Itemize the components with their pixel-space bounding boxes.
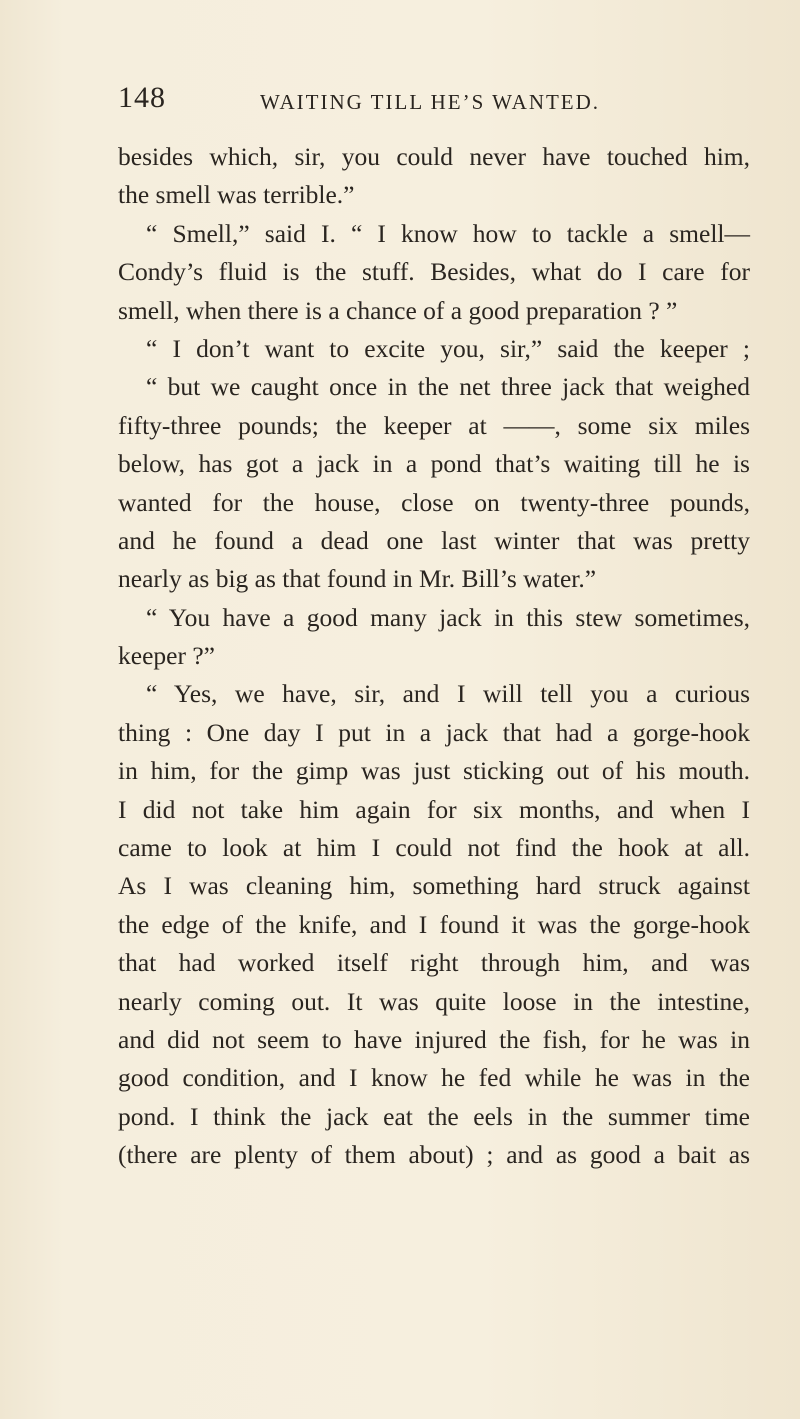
page-header [118,78,738,118]
text-line: wanted for the house, close on twenty-three pounds, [118,487,750,517]
text-line: “ but we caught once in the net three jack that weighed [146,372,750,402]
text-line: keeper ?” [118,641,215,671]
text-line: the smell was terrible.” [118,180,355,210]
text-line: nearly as big as that found in Mr. Bill’s water.” [118,564,597,594]
text-line: pond. I think the jack eat the eels in the summer time [118,1101,750,1131]
running-head: WAITING TILL HE’S WANTED. [260,90,601,114]
text-line: came to look at him I could not find the hook at all. [118,833,750,863]
text-line: below, has got a jack in a pond that’s waiting till he is [118,449,750,479]
text-line: in him, for the gimp was just sticking out of his mouth. [118,756,750,786]
text-line: that had worked itself right through him, and was [118,948,750,978]
text-line: besides which, sir, you could never have touched him, [118,142,750,171]
text-line: fifty-three pounds; the keeper at ——, some six miles [118,410,750,440]
text-line: “ You have a good many jack in this stew sometimes, [146,602,750,632]
text-line: “ Yes, we have, sir, and I will tell you a curious [146,679,750,709]
text-line: Condy’s fluid is the stuff. Besides, what do I care for [118,257,750,287]
text-line: nearly coming out. It was quite loose in the intestine, [118,986,750,1016]
text-line: I did not take him again for six months, and when I [118,794,750,824]
text-line: the edge of the knife, and I found it was the gorge-hook [118,909,750,939]
text-line: “ I don’t want to excite you, sir,” said the keeper ; [146,333,750,363]
text-line: (there are plenty of them about) ; and as good a bait as [118,1140,750,1170]
body-text [118,138,750,1175]
text-line: and he found a dead one last winter that was pretty [118,525,750,555]
text-line: thing : One day I put in a jack that had a gorge-hook [118,717,750,747]
text-line: good condition, and I know he fed while he was in the [118,1063,750,1093]
page-number: 148 [118,81,166,114]
text-line: As I was cleaning him, something hard struck against [118,871,750,901]
text-line: and did not seem to have injured the fish, for he was in [118,1024,750,1054]
text-line: “ Smell,” said I. “ I know how to tackle a smell— [146,218,750,248]
text-line: smell, when there is a chance of a good preparation ? ” [118,295,678,325]
